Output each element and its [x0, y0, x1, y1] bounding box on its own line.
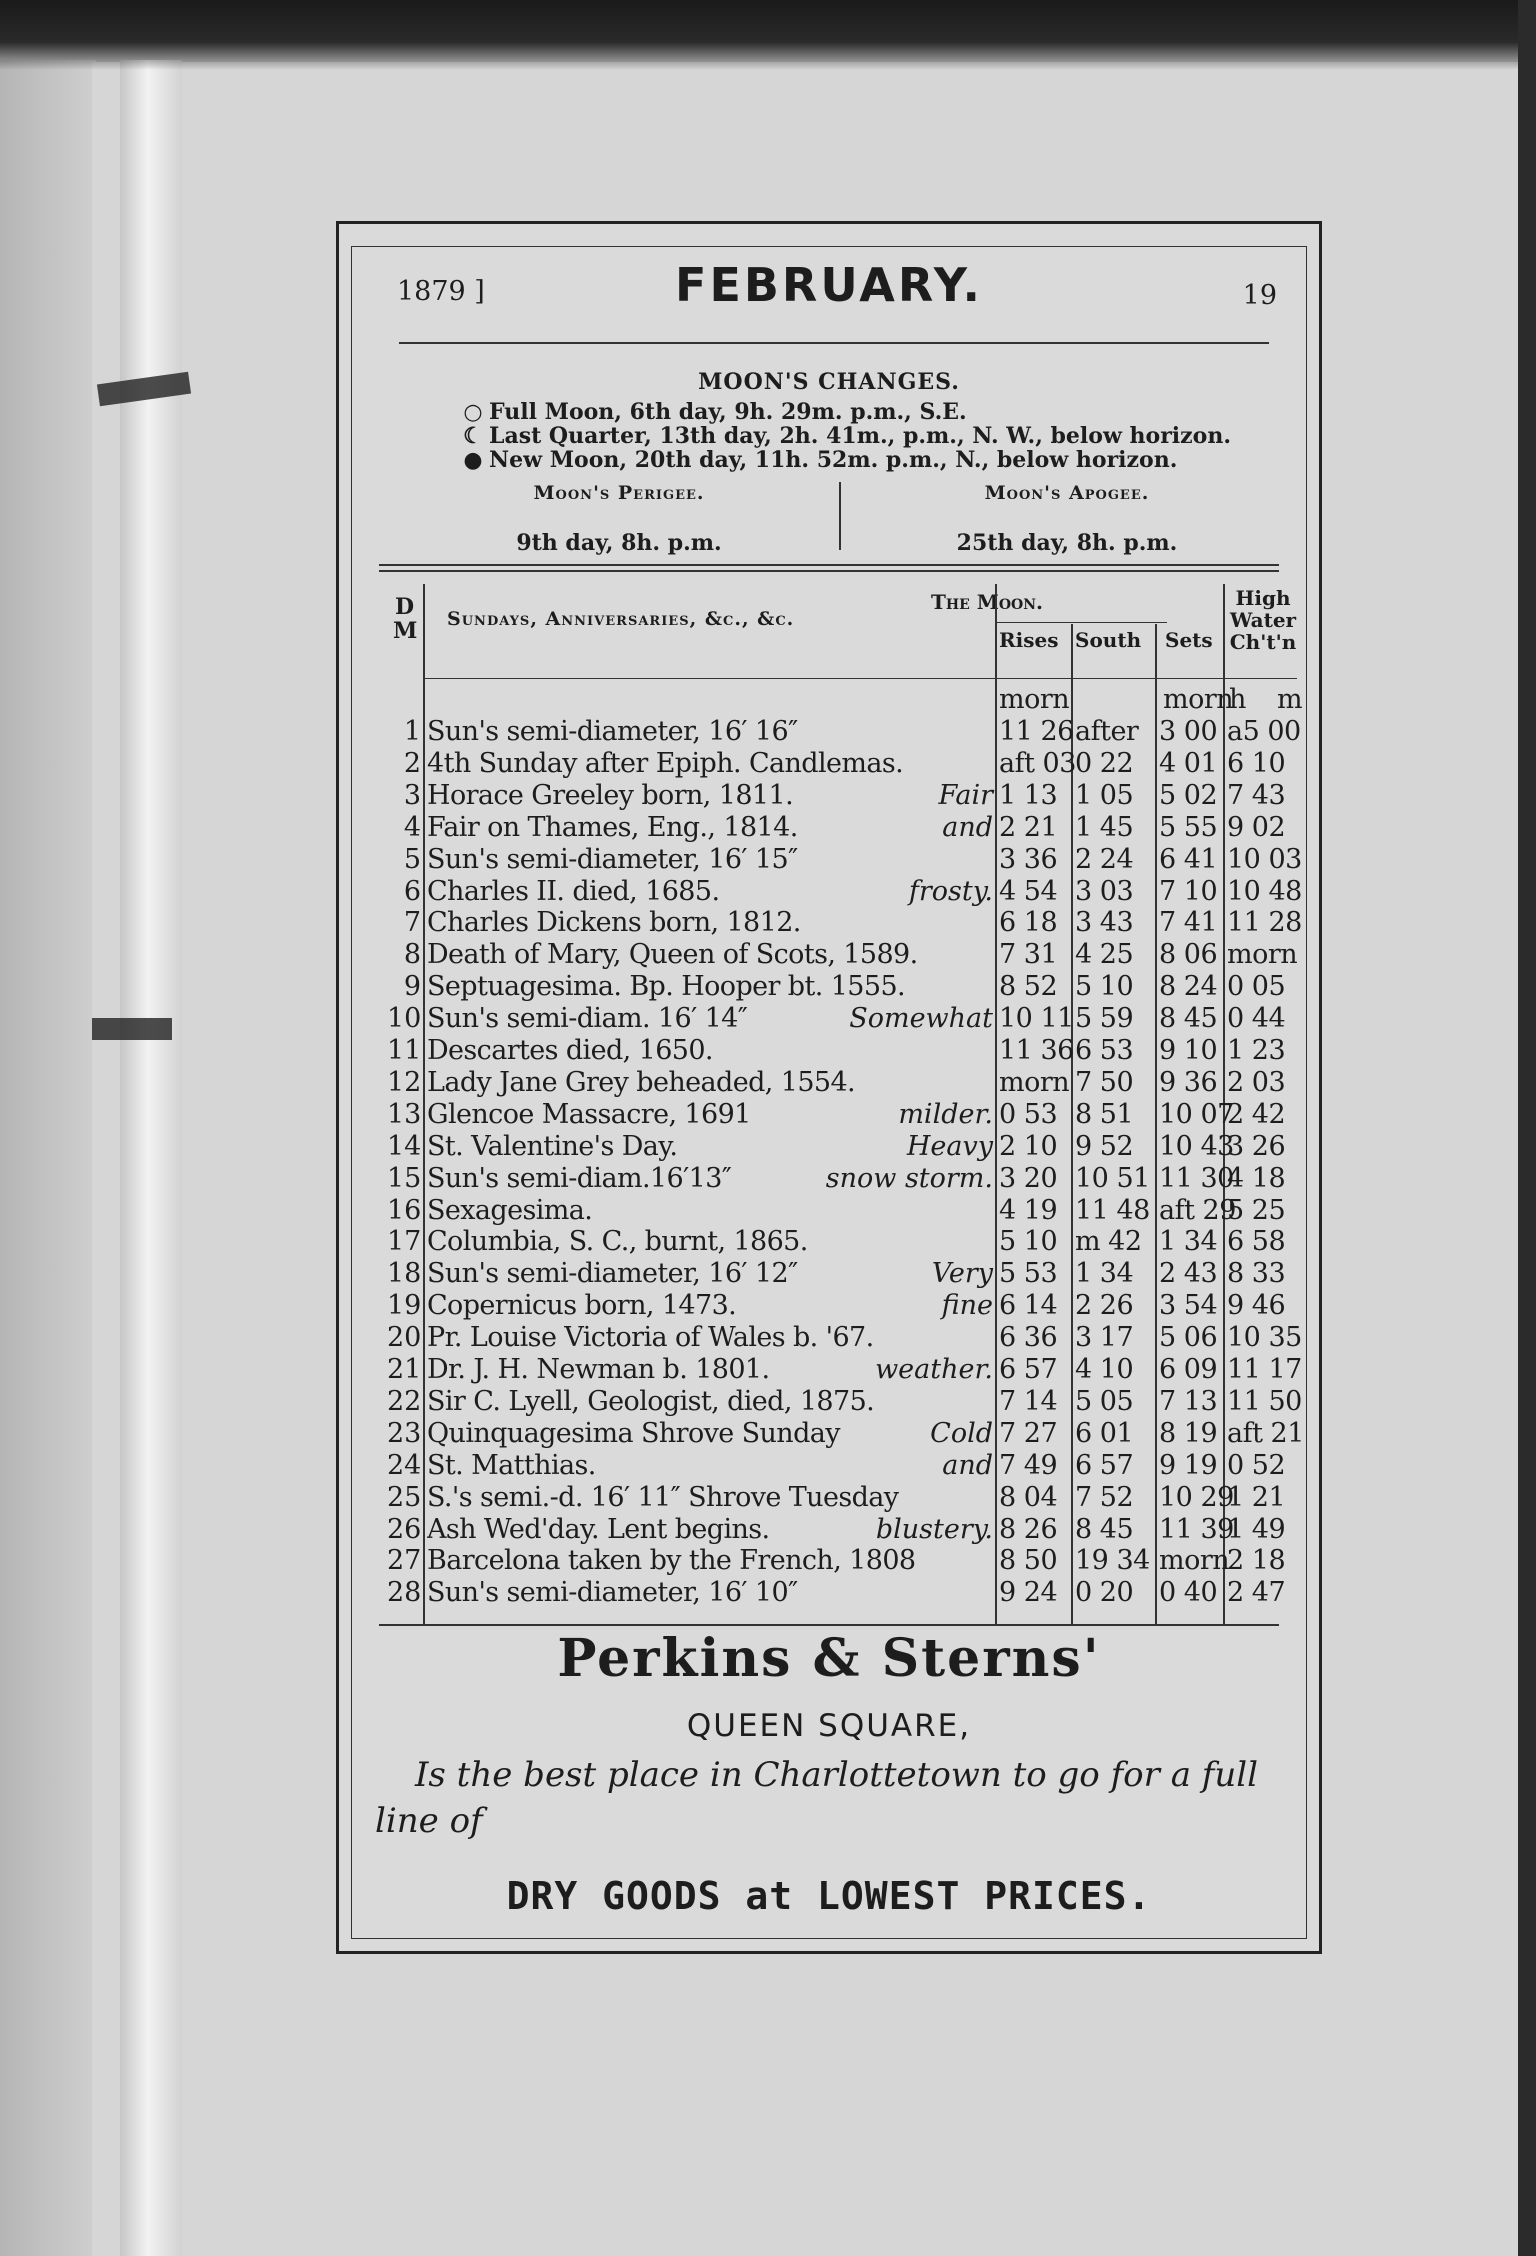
- day-number: 20: [387, 1322, 422, 1354]
- double-rule-bottom: [379, 570, 1279, 572]
- table-row: [387, 1482, 1307, 1514]
- high-water: 0 44: [1227, 1003, 1286, 1035]
- binding-thread: [92, 1018, 172, 1040]
- unit-sets: morn: [1163, 684, 1234, 715]
- moon-rises: 6 18: [999, 907, 1058, 939]
- moon-south: 19 34: [1075, 1545, 1150, 1577]
- event-text: Septuagesima. Bp. Hooper bt. 1555.: [427, 971, 906, 1003]
- moon-rises: morn: [999, 1066, 1070, 1098]
- moon-rises: 4 19: [999, 1194, 1058, 1226]
- moon-sets: 9 19: [1159, 1449, 1218, 1481]
- event-text: Pr. Louise Victoria of Wales b. '67.: [427, 1322, 874, 1354]
- moon-rises: aft 03: [999, 747, 1076, 779]
- event-text: Columbia, S. C., burnt, 1865.: [427, 1226, 808, 1258]
- table-row: [387, 1354, 1307, 1386]
- moon-changes-title: MOON'S CHANGES.: [698, 369, 960, 395]
- table-row: [387, 1195, 1307, 1227]
- day-number: 22: [387, 1385, 422, 1417]
- moon-rises: 5 53: [999, 1258, 1058, 1290]
- day-number: 8: [403, 939, 421, 971]
- table-row: [387, 1258, 1307, 1290]
- moon-south: 0 22: [1075, 747, 1134, 779]
- weather-forecast: frosty.: [908, 875, 993, 907]
- header-high-water-2: Water: [1229, 608, 1297, 632]
- moon-sets: 10 43: [1159, 1130, 1234, 1162]
- day-number: 6: [403, 875, 421, 907]
- high-water: 4 18: [1227, 1162, 1286, 1194]
- header-sets: Sets: [1165, 628, 1213, 652]
- day-number: 25: [387, 1481, 422, 1513]
- table-row: [387, 971, 1307, 1003]
- high-water: 5 25: [1227, 1194, 1286, 1226]
- table-row: [387, 1003, 1307, 1035]
- table-row: [387, 1067, 1307, 1099]
- advertiser-name: Perkins & Sterns': [557, 1628, 1101, 1689]
- moon-south: 3 17: [1075, 1322, 1134, 1354]
- moon-rises: 11 36: [999, 1035, 1074, 1066]
- high-water: 11 17: [1227, 1354, 1302, 1385]
- moon-rises: 7 14: [999, 1385, 1058, 1417]
- perigee-label: Moon's Perigee.: [533, 482, 705, 504]
- last-quarter-moon-icon: ☾: [463, 423, 483, 449]
- event-text: Horace Greeley born, 1811.: [427, 779, 794, 811]
- moon-event-last-quarter: [463, 423, 1231, 449]
- event-text: St. Valentine's Day.: [427, 1130, 678, 1162]
- table-row: [387, 1035, 1307, 1067]
- moon-rises: 8 04: [999, 1481, 1058, 1513]
- event-text: Sexagesima.: [427, 1194, 593, 1226]
- weather-forecast: fine: [941, 1290, 993, 1322]
- moon-south: 7 52: [1075, 1481, 1134, 1513]
- event-text: Sun's semi-diameter, 16′ 16″: [427, 716, 798, 747]
- high-water: 8 33: [1227, 1258, 1286, 1290]
- weather-forecast: Somewhat: [849, 1003, 993, 1035]
- left-page-leaf: [0, 60, 96, 2256]
- weather-forecast: Fair: [938, 779, 993, 811]
- day-number: 15: [387, 1162, 422, 1194]
- day-number: 23: [387, 1417, 422, 1449]
- moon-sets: 9 10: [1159, 1035, 1218, 1066]
- moon-sets: 8 24: [1159, 971, 1218, 1003]
- unit-hw-m: m: [1277, 684, 1303, 715]
- header-rises: Rises: [999, 628, 1059, 652]
- day-number: 16: [387, 1194, 422, 1226]
- high-water: 10 48: [1227, 875, 1302, 907]
- apogee-box: [857, 482, 1277, 556]
- moon-event-text: Last Quarter, 13th day, 2h. 41m., p.m., N. W., below horizon.: [489, 423, 1231, 449]
- event-text: S.'s semi.-d. 16′ 11″ Shrove Tuesday: [427, 1481, 899, 1513]
- moon-sets: 4 01: [1159, 747, 1218, 779]
- double-rule-top: [379, 564, 1279, 566]
- table-row: [387, 1450, 1307, 1482]
- month-title: FEBRUARY.: [675, 258, 983, 312]
- moon-sets: 8 45: [1159, 1003, 1218, 1035]
- table-row: [387, 907, 1307, 939]
- moon-sets: 7 10: [1159, 875, 1218, 907]
- high-water: 2 47: [1227, 1577, 1286, 1609]
- moon-south: 7 50: [1075, 1066, 1134, 1098]
- table-row: [387, 1418, 1307, 1450]
- event-text: Sun's semi-diam.16′13″: [427, 1162, 732, 1194]
- header-high-water-3: Ch't'n: [1229, 630, 1297, 654]
- high-water: 10 03: [1227, 843, 1302, 875]
- table-row: [387, 1290, 1307, 1322]
- table-row: [387, 716, 1307, 748]
- table-row: [387, 1514, 1307, 1546]
- high-water: 11 28: [1227, 907, 1302, 939]
- high-water: 1 23: [1227, 1035, 1286, 1066]
- moon-rises: 10 11: [999, 1003, 1074, 1035]
- event-text: Ash Wed'day. Lent begins.: [427, 1513, 770, 1545]
- high-water: a5 00: [1227, 716, 1301, 747]
- header-d: D: [395, 594, 415, 620]
- weather-forecast: milder.: [898, 1098, 993, 1130]
- high-water: 3 26: [1227, 1130, 1286, 1162]
- high-water: 9 46: [1227, 1290, 1286, 1322]
- moon-sets: 1 34: [1159, 1226, 1218, 1258]
- unit-rises: morn: [999, 684, 1070, 715]
- moon-event-full: [463, 399, 967, 425]
- moon-sets: 0 40: [1159, 1577, 1218, 1609]
- moon-sets: 3 54: [1159, 1290, 1218, 1322]
- header-rule: [399, 342, 1269, 344]
- event-text: Sun's semi-diameter, 16′ 12″: [427, 1258, 798, 1290]
- full-moon-icon: ○: [463, 399, 483, 425]
- event-text: Descartes died, 1650.: [427, 1035, 713, 1066]
- moon-rises: 2 21: [999, 811, 1058, 843]
- moon-rises: 8 26: [999, 1513, 1058, 1545]
- day-number: 24: [387, 1449, 422, 1481]
- weather-forecast: and: [942, 811, 993, 843]
- table-row: [387, 876, 1307, 908]
- event-text: 4th Sunday after Epiph. Candlemas.: [427, 747, 904, 779]
- moon-south: 0 20: [1075, 1577, 1134, 1609]
- page-number: 19: [1242, 280, 1277, 311]
- weather-forecast: weather.: [875, 1354, 993, 1385]
- day-number: 19: [387, 1290, 422, 1322]
- event-text: Glencoe Massacre, 1691: [427, 1098, 751, 1130]
- moon-south: m 42: [1075, 1226, 1142, 1258]
- moon-south: 9 52: [1075, 1130, 1134, 1162]
- high-water: 7 43: [1227, 779, 1286, 811]
- moon-south: 3 43: [1075, 907, 1134, 939]
- event-text: Charles Dickens born, 1812.: [427, 907, 801, 939]
- day-number: 13: [387, 1098, 422, 1130]
- moon-sets: aft 29: [1159, 1194, 1236, 1226]
- moon-south: 4 10: [1075, 1354, 1134, 1385]
- moon-rises: 7 27: [999, 1417, 1058, 1449]
- table-row: [387, 1386, 1307, 1418]
- event-text: Sir C. Lyell, Geologist, died, 1875.: [427, 1385, 875, 1417]
- table-row: [387, 844, 1307, 876]
- moon-sets: 11 39: [1159, 1513, 1234, 1545]
- moon-rises: 6 36: [999, 1322, 1058, 1354]
- table-row: [387, 1226, 1307, 1258]
- moon-south: 11 48: [1075, 1194, 1150, 1226]
- new-moon-icon: ●: [463, 447, 483, 473]
- moon-south: 8 51: [1075, 1098, 1134, 1130]
- day-number: 12: [387, 1066, 422, 1098]
- moon-rises: 7 31: [999, 939, 1058, 971]
- moon-rises: 4 54: [999, 875, 1058, 907]
- day-number: 17: [387, 1226, 422, 1258]
- moon-sets: 11 30: [1159, 1162, 1234, 1194]
- moon-south: 2 24: [1075, 843, 1134, 875]
- high-water: 2 42: [1227, 1098, 1286, 1130]
- moon-sets: 10 07: [1159, 1098, 1234, 1130]
- perigee-box: [409, 482, 829, 556]
- moon-rises: 7 49: [999, 1449, 1058, 1481]
- high-water: 0 52: [1227, 1449, 1286, 1481]
- moon-event-text: New Moon, 20th day, 11h. 52m. p.m., N., below horizon.: [489, 447, 1178, 473]
- day-number: 1: [403, 716, 421, 747]
- event-text: Sun's semi-diam. 16′ 14″: [427, 1003, 748, 1035]
- weather-forecast: and: [942, 1449, 993, 1481]
- event-text: Fair on Thames, Eng., 1814.: [427, 811, 798, 843]
- event-text: Sun's semi-diameter, 16′ 15″: [427, 843, 798, 875]
- day-number: 9: [403, 971, 421, 1003]
- moon-sets: 5 06: [1159, 1322, 1218, 1354]
- moon-rises: 8 52: [999, 971, 1058, 1003]
- high-water: 2 18: [1227, 1545, 1286, 1577]
- day-number: 2: [403, 747, 421, 779]
- moon-event-new: [463, 447, 1177, 473]
- table-bottom-rule: [379, 1624, 1279, 1626]
- moon-rises: 3 36: [999, 843, 1058, 875]
- day-number: 18: [387, 1258, 422, 1290]
- moon-south: after: [1075, 716, 1139, 747]
- moon-rises: 3 20: [999, 1162, 1058, 1194]
- weather-forecast: Cold: [930, 1417, 993, 1449]
- moon-sets: 2 43: [1159, 1258, 1218, 1290]
- day-number: 5: [403, 843, 421, 875]
- moon-sets: 6 41: [1159, 843, 1218, 875]
- weather-forecast: blustery.: [875, 1513, 993, 1545]
- moon-south: 8 45: [1075, 1513, 1134, 1545]
- table-row: [387, 1577, 1307, 1609]
- high-water: 11 50: [1227, 1385, 1302, 1417]
- high-water: 10 35: [1227, 1322, 1302, 1354]
- unit-hw-h: h: [1229, 684, 1246, 715]
- header-m: M: [393, 618, 418, 644]
- weather-forecast: Heavy: [906, 1130, 993, 1162]
- event-text: Charles II. died, 1685.: [427, 875, 720, 907]
- event-text: Quinquagesima Shrove Sunday: [427, 1417, 840, 1449]
- event-text: Dr. J. H. Newman b. 1801.: [427, 1354, 770, 1385]
- table-row: [387, 1131, 1307, 1163]
- moon-rises: 6 14: [999, 1290, 1058, 1322]
- high-water: 2 03: [1227, 1066, 1286, 1098]
- moon-rises: 9 24: [999, 1577, 1058, 1609]
- event-text: Death of Mary, Queen of Scots, 1589.: [427, 939, 918, 971]
- perigee-apogee-divider: [839, 482, 841, 550]
- moon-south: 6 01: [1075, 1417, 1134, 1449]
- day-number: 28: [387, 1577, 422, 1609]
- advertisement-description: Is the best place in Charlottetown to go for a full line of: [375, 1755, 1259, 1841]
- right-shadow: [1518, 0, 1536, 2256]
- event-text: St. Matthias.: [427, 1449, 596, 1481]
- day-number: 11: [387, 1035, 422, 1066]
- day-number: 14: [387, 1130, 422, 1162]
- moon-south: 10 51: [1075, 1162, 1150, 1194]
- moon-south: 1 34: [1075, 1258, 1134, 1290]
- day-number: 7: [403, 907, 421, 939]
- apogee-label: Moon's Apogee.: [984, 482, 1150, 504]
- units-row: [387, 684, 1307, 716]
- moon-sets: 7 13: [1159, 1385, 1218, 1417]
- table-row: [387, 1163, 1307, 1195]
- moon-sets: 5 02: [1159, 779, 1218, 811]
- day-number: 27: [387, 1545, 422, 1577]
- moon-rises: 11 26: [999, 716, 1074, 747]
- moon-rises: 2 10: [999, 1130, 1058, 1162]
- high-water: 0 05: [1227, 971, 1286, 1003]
- event-text: Barcelona taken by the French, 1808: [427, 1545, 916, 1577]
- advertiser-location: QUEEN SQUARE,: [686, 1708, 972, 1744]
- moon-rises: 5 10: [999, 1226, 1058, 1258]
- year-label: 1879 ]: [397, 276, 485, 307]
- moon-rises: 0 53: [999, 1098, 1058, 1130]
- moon-rises: 6 57: [999, 1354, 1058, 1385]
- moon-south: 6 53: [1075, 1035, 1134, 1066]
- high-water: 1 49: [1227, 1513, 1286, 1545]
- header-high-water-1: High: [1235, 586, 1291, 610]
- high-water: aft 21: [1227, 1417, 1304, 1449]
- header-the-moon: The Moon.: [930, 590, 1044, 614]
- high-water: morn: [1227, 939, 1298, 971]
- header-events: Sundays, Anniversaries, &c., &c.: [447, 608, 795, 630]
- table-row: [387, 939, 1307, 971]
- high-water: 6 10: [1227, 747, 1286, 779]
- day-number: 21: [387, 1354, 422, 1385]
- moon-rises: 8 50: [999, 1545, 1058, 1577]
- table-row: [387, 748, 1307, 780]
- almanac-page-frame: [336, 221, 1322, 1954]
- weather-forecast: snow storm.: [825, 1162, 993, 1194]
- table-row: [387, 1545, 1307, 1577]
- moon-event-text: Full Moon, 6th day, 9h. 29m. p.m., S.E.: [489, 399, 967, 425]
- table-row: [387, 1099, 1307, 1131]
- moon-sets: 8 06: [1159, 939, 1218, 971]
- moon-south: 4 25: [1075, 939, 1134, 971]
- moon-header-rule: [997, 622, 1167, 623]
- top-shadow: [0, 0, 1536, 70]
- moon-south: 1 45: [1075, 811, 1134, 843]
- header-south: South: [1075, 628, 1142, 652]
- moon-rises: 1 13: [999, 779, 1058, 811]
- event-text: Sun's semi-diameter, 16′ 10″: [427, 1577, 798, 1609]
- day-number: 10: [387, 1003, 422, 1035]
- moon-sets: 10 29: [1159, 1481, 1234, 1513]
- moon-south: 3 03: [1075, 875, 1134, 907]
- moon-sets: 7 41: [1159, 907, 1218, 939]
- table-row: [387, 1322, 1307, 1354]
- event-text: Copernicus born, 1473.: [427, 1290, 737, 1322]
- apogee-value: 25th day, 8h. p.m.: [956, 530, 1178, 556]
- moon-sets: 3 00: [1159, 716, 1218, 747]
- moon-south: 2 26: [1075, 1290, 1134, 1322]
- table-row: [387, 780, 1307, 812]
- moon-sets: 9 36: [1159, 1066, 1218, 1098]
- moon-sets: 6 09: [1159, 1354, 1218, 1385]
- perigee-value: 9th day, 8h. p.m.: [516, 530, 722, 556]
- moon-sets: 5 55: [1159, 811, 1218, 843]
- moon-south: 5 59: [1075, 1003, 1134, 1035]
- weather-forecast: Very: [931, 1258, 993, 1290]
- moon-south: 5 10: [1075, 971, 1134, 1003]
- high-water: 9 02: [1227, 811, 1286, 843]
- event-text: Lady Jane Grey beheaded, 1554.: [427, 1066, 856, 1098]
- moon-south: 5 05: [1075, 1385, 1134, 1417]
- moon-sets: 8 19: [1159, 1417, 1218, 1449]
- moon-south: 1 05: [1075, 779, 1134, 811]
- moon-south: 6 57: [1075, 1449, 1134, 1481]
- moon-sets: morn: [1159, 1545, 1230, 1577]
- high-water: 1 21: [1227, 1481, 1286, 1513]
- table-row: [387, 812, 1307, 844]
- table-header-rule: [425, 678, 1297, 679]
- advertisement-offer: DRY GOODS at LOWEST PRICES.: [506, 1874, 1152, 1918]
- high-water: 6 58: [1227, 1226, 1286, 1258]
- day-number: 26: [387, 1513, 422, 1545]
- day-number: 4: [403, 811, 421, 843]
- day-number: 3: [403, 779, 421, 811]
